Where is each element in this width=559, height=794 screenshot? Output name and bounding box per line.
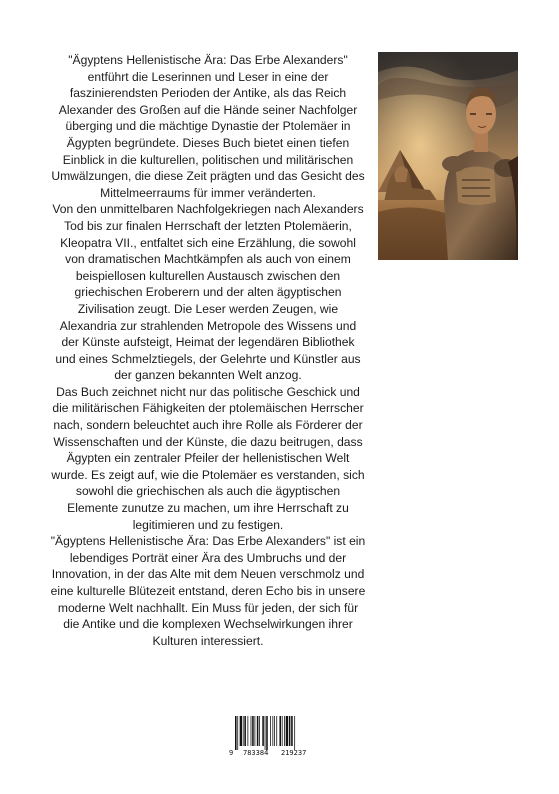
barcode-digits-right: 219237: [281, 749, 307, 757]
description-paragraph-2: Von den unmittelbaren Nachfolgekriegen nach Alexanders Tod bis zur finalen Herrschaft der letzten Ptolemäerin, Kleopatra VII., entfaltet sich eine Erzählung, die sowohl von dramatischen Machtkämpfen als auch von einem beispiellosen kulturellen Austausch zwischen den griechischen Eroberern und der alten ägyptischen Zivilisation zeugt. Die Leser werden Zeugen, wie Alexandria zur strahlenden Metropole des Wissens und der Künste aufsteigt, Heimat der legendären Bibliothek und eines Schmelztiegels, der Gelehrte und Künstler aus der ganzen bekannten Welt anzog.: [52, 202, 364, 383]
description-paragraph-1: "Ägyptens Hellenistische Ära: Das Erbe Alexanders" entführt die Leserinnen und Leser in eine der faszinierendsten Perioden der Antike, als das Reich Alexander des Großen auf die Hände seiner Nachfolger überging und die mächtige Dynastie der Ptolemäer in Ägypten begründete. Dieses Buch bietet einen tiefen Einblick in die kulturellen, politischen und militärischen Umwälzungen, die diese Zeit prägten und das Gesicht des Mittelmeerraums für immer veränderten.: [51, 53, 365, 200]
book-description: [50, 52, 366, 649]
description-paragraph-3: Das Buch zeichnet nicht nur das politische Geschick und die militärischen Fähigkeiten der ptolemäischen Herrscher nach, sondern beleuchtet auch ihre Rolle als Förderer der Wissenschaften und der Künste, die dazu beitrugen, dass Ägypten ein zentraler Pfeiler der hellenistischen Welt wurde. Es zeigt auf, wie die Ptolemäer es verstanden, sich sowohl die griechischen als auch die ägyptischen Elemente zunutze zu machen, um ihre Herrschaft zu legitimieren und zu festigen.: [51, 384, 365, 532]
barcode-icon: [229, 716, 317, 750]
description-paragraph-4: "Ägyptens Hellenistische Ära: Das Erbe Alexanders" ist ein lebendiges Porträt einer Ära des Umbruchs und der Innovation, in der das Alte mit dem Neuen verschmolz und eine kulturelle Blütezeit entstand, deren Echo bis in unsere moderne Welt nachhallt. Ein Muss für jeden, der sich für die Antike und die komplexen Wechselwirkungen ihrer Kulturen interessiert.: [50, 534, 366, 648]
warrior-sphinx-icon: [378, 52, 518, 260]
barcode-digit-first: 9: [229, 749, 234, 757]
isbn-barcode: [229, 716, 317, 758]
warrior-sphinx-illustration: [378, 52, 518, 260]
barcode-digits-left: 783384: [243, 749, 269, 757]
barcode-digits: [229, 749, 317, 759]
